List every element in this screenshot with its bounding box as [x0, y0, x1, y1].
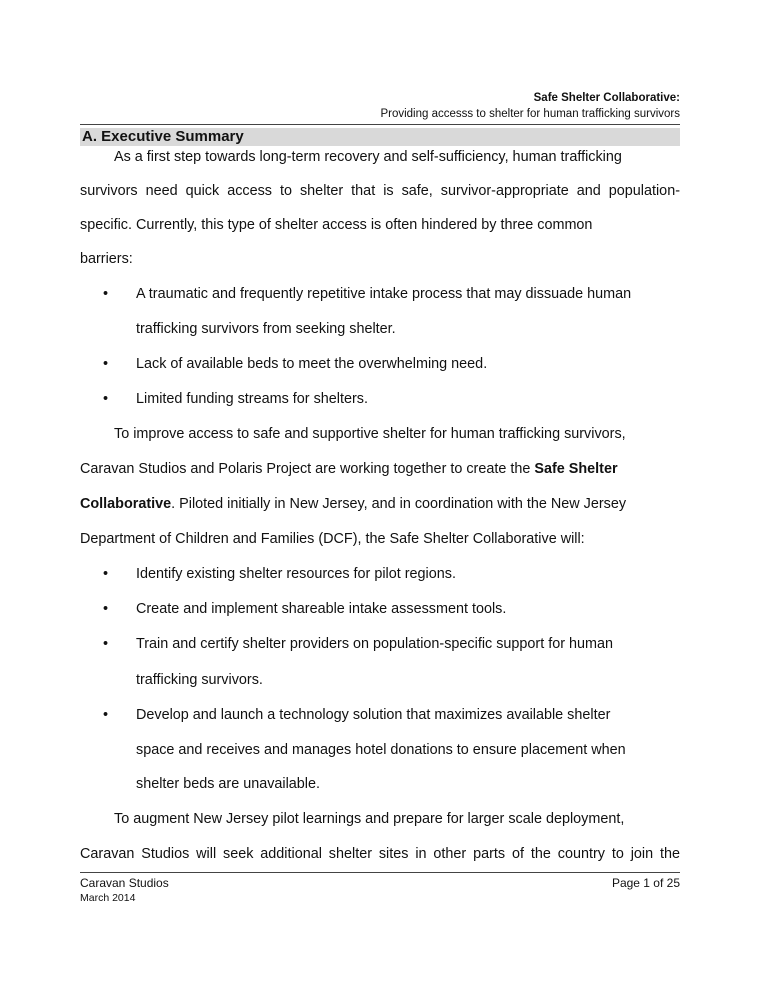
- list-item: Train and certify shelter providers on population-specific support for human: [136, 636, 613, 652]
- list-item: Create and implement shareable intake assessment tools.: [136, 601, 507, 617]
- header-title: Safe Shelter Collaborative:: [533, 92, 680, 104]
- body-line: To augment New Jersey pilot learnings and prepare for larger scale deployment,: [114, 811, 625, 827]
- body-line: Caravan Studios will seek additional shelter sites in other parts of the country to join the: [80, 846, 680, 862]
- section-heading: A. Executive Summary: [82, 128, 244, 145]
- body-line: As a first step towards long-term recovery and self-sufficiency, human trafficking: [114, 149, 622, 165]
- text: . Piloted initially in New Jersey, and in coordination with the New Jersey: [171, 496, 627, 512]
- bullet-icon: •: [103, 356, 109, 372]
- body-line: [80, 460, 618, 478]
- list-item: A traumatic and frequently repetitive intake process that may dissuade human: [136, 286, 632, 302]
- body-line: [80, 495, 626, 513]
- footer-rule: [80, 872, 680, 873]
- footer-org: Caravan Studios: [80, 876, 169, 890]
- bullet-icon: •: [103, 601, 109, 617]
- bold-text: Collaborative: [80, 496, 172, 512]
- list-item: trafficking survivors from seeking shelter.: [136, 321, 396, 337]
- header-rule: [80, 124, 680, 125]
- bullet-icon: •: [103, 707, 109, 723]
- bullet-icon: •: [103, 566, 109, 582]
- page-number: Page 1 of 25: [611, 876, 680, 890]
- bold-text: Safe Shelter: [534, 461, 618, 477]
- footer-date: March 2014: [80, 892, 136, 904]
- bullet-icon: •: [103, 391, 109, 407]
- body-line: survivors need quick access to shelter that is safe, survivor-appropriate and population-: [80, 183, 680, 199]
- body-line: specific. Currently, this type of shelter access is often hindered by three common: [80, 217, 593, 233]
- bullet-icon: •: [103, 286, 109, 302]
- header-subtitle: Providing accesss to shelter for human trafficking survivors: [380, 108, 680, 120]
- body-line: barriers:: [80, 251, 133, 267]
- list-item: Identify existing shelter resources for pilot regions.: [136, 566, 456, 582]
- bullet-icon: •: [103, 636, 109, 652]
- list-item: shelter beds are unavailable.: [136, 776, 321, 792]
- list-item: space and receives and manages hotel donations to ensure placement when: [136, 742, 626, 758]
- list-item: Develop and launch a technology solution that maximizes available shelter: [136, 707, 611, 723]
- list-item: trafficking survivors.: [136, 672, 263, 688]
- text: Caravan Studios and Polaris Project are working together to create the: [80, 461, 535, 477]
- body-line: To improve access to safe and supportive shelter for human trafficking survivors,: [114, 426, 626, 442]
- list-item: Lack of available beds to meet the overwhelming need.: [136, 356, 488, 372]
- list-item: Limited funding streams for shelters.: [136, 391, 368, 407]
- body-line: Department of Children and Families (DCF), the Safe Shelter Collaborative will:: [80, 531, 585, 547]
